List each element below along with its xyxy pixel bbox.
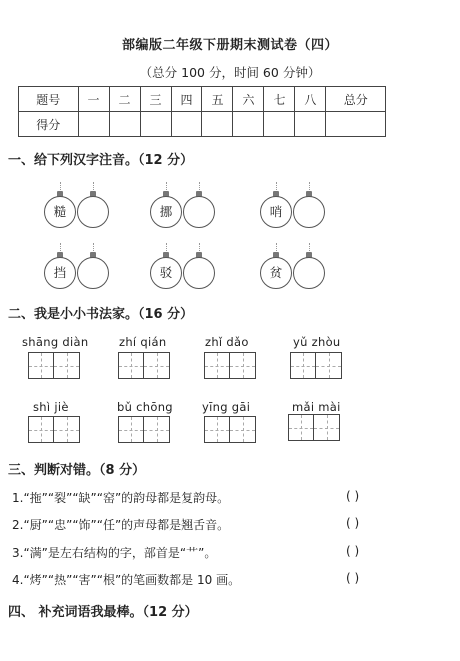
- section1-heading: 一、给下列汉字注音。（12 分）: [8, 153, 194, 168]
- score-input-cell[interactable]: [171, 112, 202, 137]
- pinyin-label: shāng diàn: [22, 335, 89, 349]
- character-bubble: 贫: [260, 257, 292, 289]
- score-cell: 三: [140, 87, 171, 112]
- score-input-cell[interactable]: [295, 112, 326, 137]
- answer-parentheses[interactable]: ( ): [346, 489, 360, 503]
- section2-heading: 二、我是小小书法家。（16 分）: [8, 307, 194, 322]
- judgement-question: 2.“厨”“忠”“饰”“任”的声母都是翘舌音。: [12, 518, 230, 532]
- judgement-question: 3.“满”是左右结构的字，部首是“艹”。: [12, 546, 217, 560]
- pinyin-answer-bubble[interactable]: [293, 196, 325, 228]
- character-bubble: 哨: [260, 196, 292, 228]
- character-bubble: 挡: [44, 257, 76, 289]
- score-table-score-row: [19, 112, 386, 137]
- pinyin-label: shì jiè: [33, 400, 69, 414]
- pinyin-label: bǔ chōng: [117, 400, 173, 414]
- score-cell: 一: [78, 87, 109, 112]
- score-input-cell[interactable]: [233, 112, 264, 137]
- score-input-cell[interactable]: [78, 112, 109, 137]
- score-table: [18, 86, 386, 137]
- score-input-cell[interactable]: [202, 112, 233, 137]
- writing-grid[interactable]: [28, 416, 80, 443]
- pinyin-label: zhǐ dǎo: [205, 335, 249, 349]
- pinyin-label: yǔ zhòu: [293, 335, 341, 349]
- ornament-pair: [150, 243, 245, 293]
- writing-grid[interactable]: [118, 416, 170, 443]
- pinyin-answer-bubble[interactable]: [77, 196, 109, 228]
- score-cell: 七: [264, 87, 295, 112]
- score-input-cell[interactable]: [140, 112, 171, 137]
- ornament-pair: [150, 182, 245, 232]
- answer-parentheses[interactable]: ( ): [346, 516, 360, 530]
- page-subtitle: （总分 100 分，时间 60 分钟）: [139, 65, 321, 80]
- pinyin-answer-bubble[interactable]: [77, 257, 109, 289]
- pinyin-answer-bubble[interactable]: [293, 257, 325, 289]
- pinyin-label: yīng gāi: [202, 400, 251, 414]
- score-input-cell[interactable]: [264, 112, 295, 137]
- writing-grid[interactable]: [118, 352, 170, 379]
- pinyin-label: zhí qián: [119, 335, 167, 349]
- pinyin-answer-bubble[interactable]: [183, 257, 215, 289]
- ornament-pair: [44, 182, 139, 232]
- pinyin-answer-bubble[interactable]: [183, 196, 215, 228]
- writing-grid[interactable]: [204, 352, 256, 379]
- answer-parentheses[interactable]: ( ): [346, 571, 360, 585]
- score-cell: 题号: [19, 87, 79, 112]
- score-cell: 四: [171, 87, 202, 112]
- character-bubble: 挪: [150, 196, 182, 228]
- score-cell: 五: [202, 87, 233, 112]
- judgement-question: 1.“拖”“裂”“缺”“窑”的韵母都是复韵母。: [12, 491, 230, 505]
- judgement-question: 4.“烤”“热”“害”“根”的笔画数都是 10 画。: [12, 573, 241, 587]
- ornament-pair: [260, 243, 355, 293]
- character-bubble: 糙: [44, 196, 76, 228]
- score-cell: 得分: [19, 112, 79, 137]
- pinyin-label: mǎi mài: [292, 400, 341, 414]
- ornament-pair: [44, 243, 139, 293]
- writing-grid[interactable]: [28, 352, 80, 379]
- writing-grid[interactable]: [204, 416, 256, 443]
- score-table-header-row: [19, 87, 386, 112]
- ornament-pair: [260, 182, 355, 232]
- section3-heading: 三、判断对错。（8 分）: [8, 463, 146, 478]
- score-input-cell[interactable]: [326, 112, 386, 137]
- answer-parentheses[interactable]: ( ): [346, 544, 360, 558]
- character-bubble: 驳: [150, 257, 182, 289]
- score-cell: 二: [109, 87, 140, 112]
- score-cell: 总分: [326, 87, 386, 112]
- score-input-cell[interactable]: [109, 112, 140, 137]
- writing-grid[interactable]: [290, 352, 342, 379]
- page-title: 部编版二年级下册期末测试卷（四）: [121, 38, 338, 53]
- section4-heading: 四、 补充词语我最棒。（12 分）: [8, 605, 198, 620]
- score-cell: 六: [233, 87, 264, 112]
- writing-grid[interactable]: [288, 414, 340, 441]
- score-cell: 八: [295, 87, 326, 112]
